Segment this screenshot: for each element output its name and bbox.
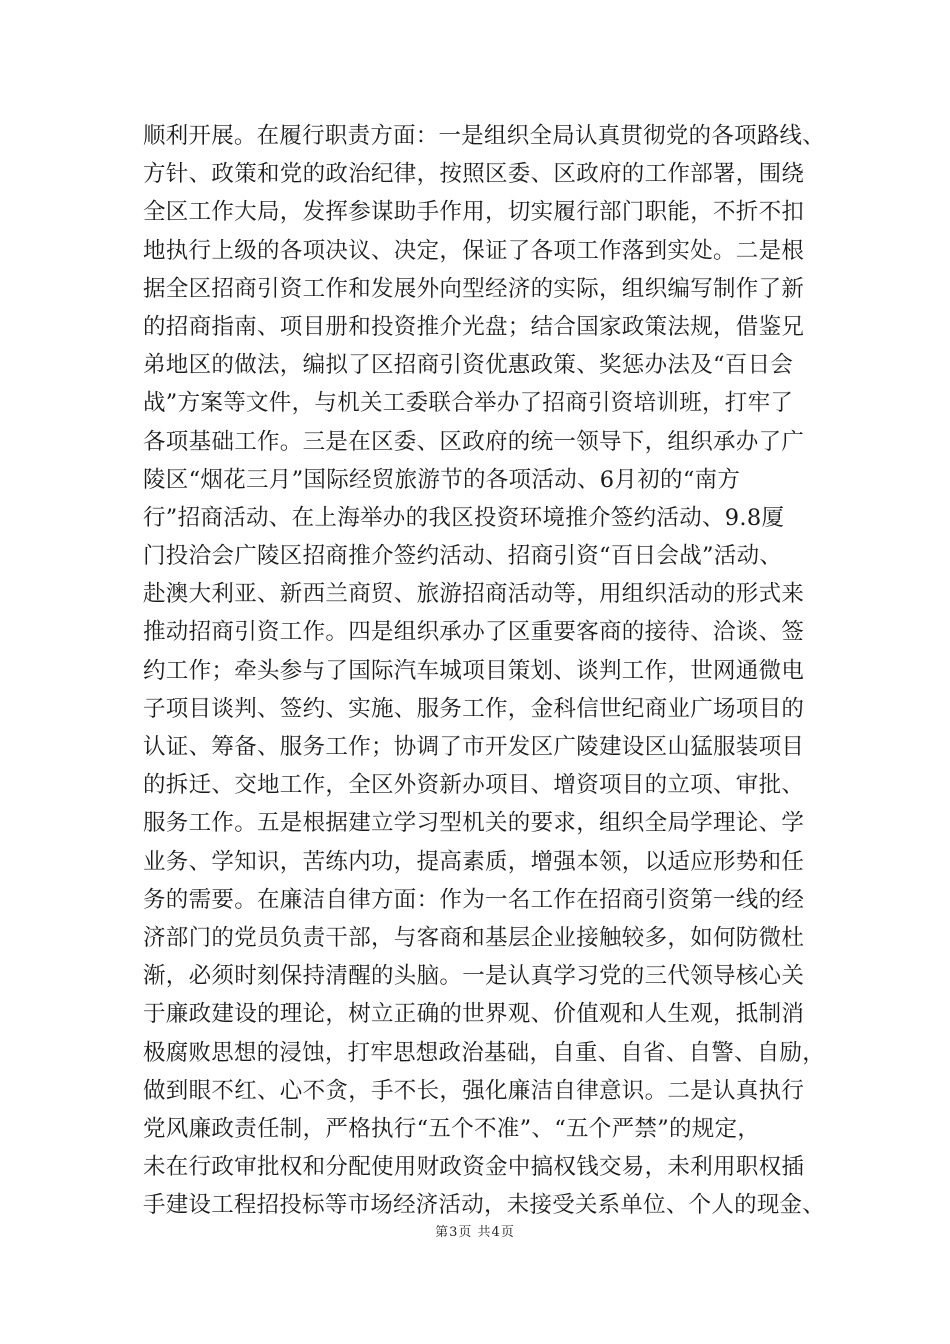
body-text <box>143 117 826 1224</box>
text-line: 业务、学知识，苦练内功，提高素质，增强本领，以适应形势和任 <box>143 848 805 875</box>
text-line: 全区工作大局，发挥参谋助手作用，切实履行部门职能，不折不扣 <box>143 199 805 226</box>
text-line: 做到眼不红、心不贪，手不长，强化廉洁自律意识。二是认真执行 <box>143 1077 805 1104</box>
text-line: 手建设工程招投标等市场经济活动，未接受关系单位、个人的现金、 <box>143 1192 826 1219</box>
text-line: 约工作；牵头参与了国际汽车城项目策划、谈判工作，世网通微电 <box>143 657 805 684</box>
text-line: 推动招商引资工作。四是组织承办了区重要客商的接待、洽谈、签 <box>143 619 805 646</box>
text-line: 方针、政策和党的政治纪律，按照区委、区政府的工作部署，围绕 <box>143 161 805 188</box>
text-line: 极腐败思想的浸蚀，打牢思想政治基础，自重、自省、自警、自励， <box>143 1039 826 1066</box>
text-line: 行”招商活动、在上海举办的我区投资环境推介签约活动、9.8厦 <box>143 504 785 531</box>
text-line: 务的需要。在廉洁自律方面：作为一名工作在招商引资第一线的经 <box>143 886 805 913</box>
text-line: 子项目谈判、签约、实施、服务工作，金科信世纪商业广场项目的 <box>143 695 805 722</box>
page-number: 第3页 共4页 <box>435 1225 515 1240</box>
text-line: 于廉政建设的理论，树立正确的世界观、价值观和人生观，抵制消 <box>143 1001 805 1028</box>
text-line: 地执行上级的各项决议、决定，保证了各项工作落到实处。二是根 <box>143 237 805 264</box>
text-line: 的拆迁、交地工作，全区外资新办项目、增资项目的立项、审批、 <box>143 772 805 799</box>
text-line: 弟地区的做法，编拟了区招商引资优惠政策、奖惩办法及“百日会 <box>143 352 794 379</box>
text-line: 服务工作。五是根据建立学习型机关的要求，组织全局学理论、学 <box>143 810 805 837</box>
text-line: 顺利开展。在履行职责方面：一是组织全局认真贯彻党的各项路线、 <box>143 123 826 149</box>
text-line: 各项基础工作。三是在区委、区政府的统一领导下，组织承办了广 <box>143 428 805 455</box>
text-line: 战”方案等文件，与机关工委联合举办了招商引资培训班，打牢了 <box>143 390 794 417</box>
text-line: 渐，必须时刻保持清醒的头脑。一是认真学习党的三代领导核心关 <box>143 963 805 990</box>
text-line: 济部门的党员负责干部，与客商和基层企业接触较多，如何防微杜 <box>143 924 805 951</box>
text-line: 赴澳大利亚、新西兰商贸、旅游招商活动等，用组织活动的形式来 <box>143 581 805 608</box>
text-line: 认证、筹备、服务工作；协调了市开发区广陵建设区山猛服装项目 <box>143 734 805 760</box>
text-line: 的招商指南、项目册和投资推介光盘；结合国家政策法规，借鉴兄 <box>143 313 805 340</box>
text-line: 未在行政审批权和分配使用财政资金中搞权钱交易，未利用职权插 <box>143 1154 805 1181</box>
text-line: 陵区“烟花三月”国际经贸旅游节的各项活动、6月初的“南方 <box>143 466 741 493</box>
text-line: 党风廉政责任制，严格执行“五个不准”、“五个严禁”的规定， <box>143 1115 761 1142</box>
text-line: 据全区招商引资工作和发展外向型经济的实际，组织编写制作了新 <box>143 275 805 302</box>
text-line: 门投洽会广陵区招商推介签约活动、招商引资“百日会战”活动、 <box>143 543 783 570</box>
